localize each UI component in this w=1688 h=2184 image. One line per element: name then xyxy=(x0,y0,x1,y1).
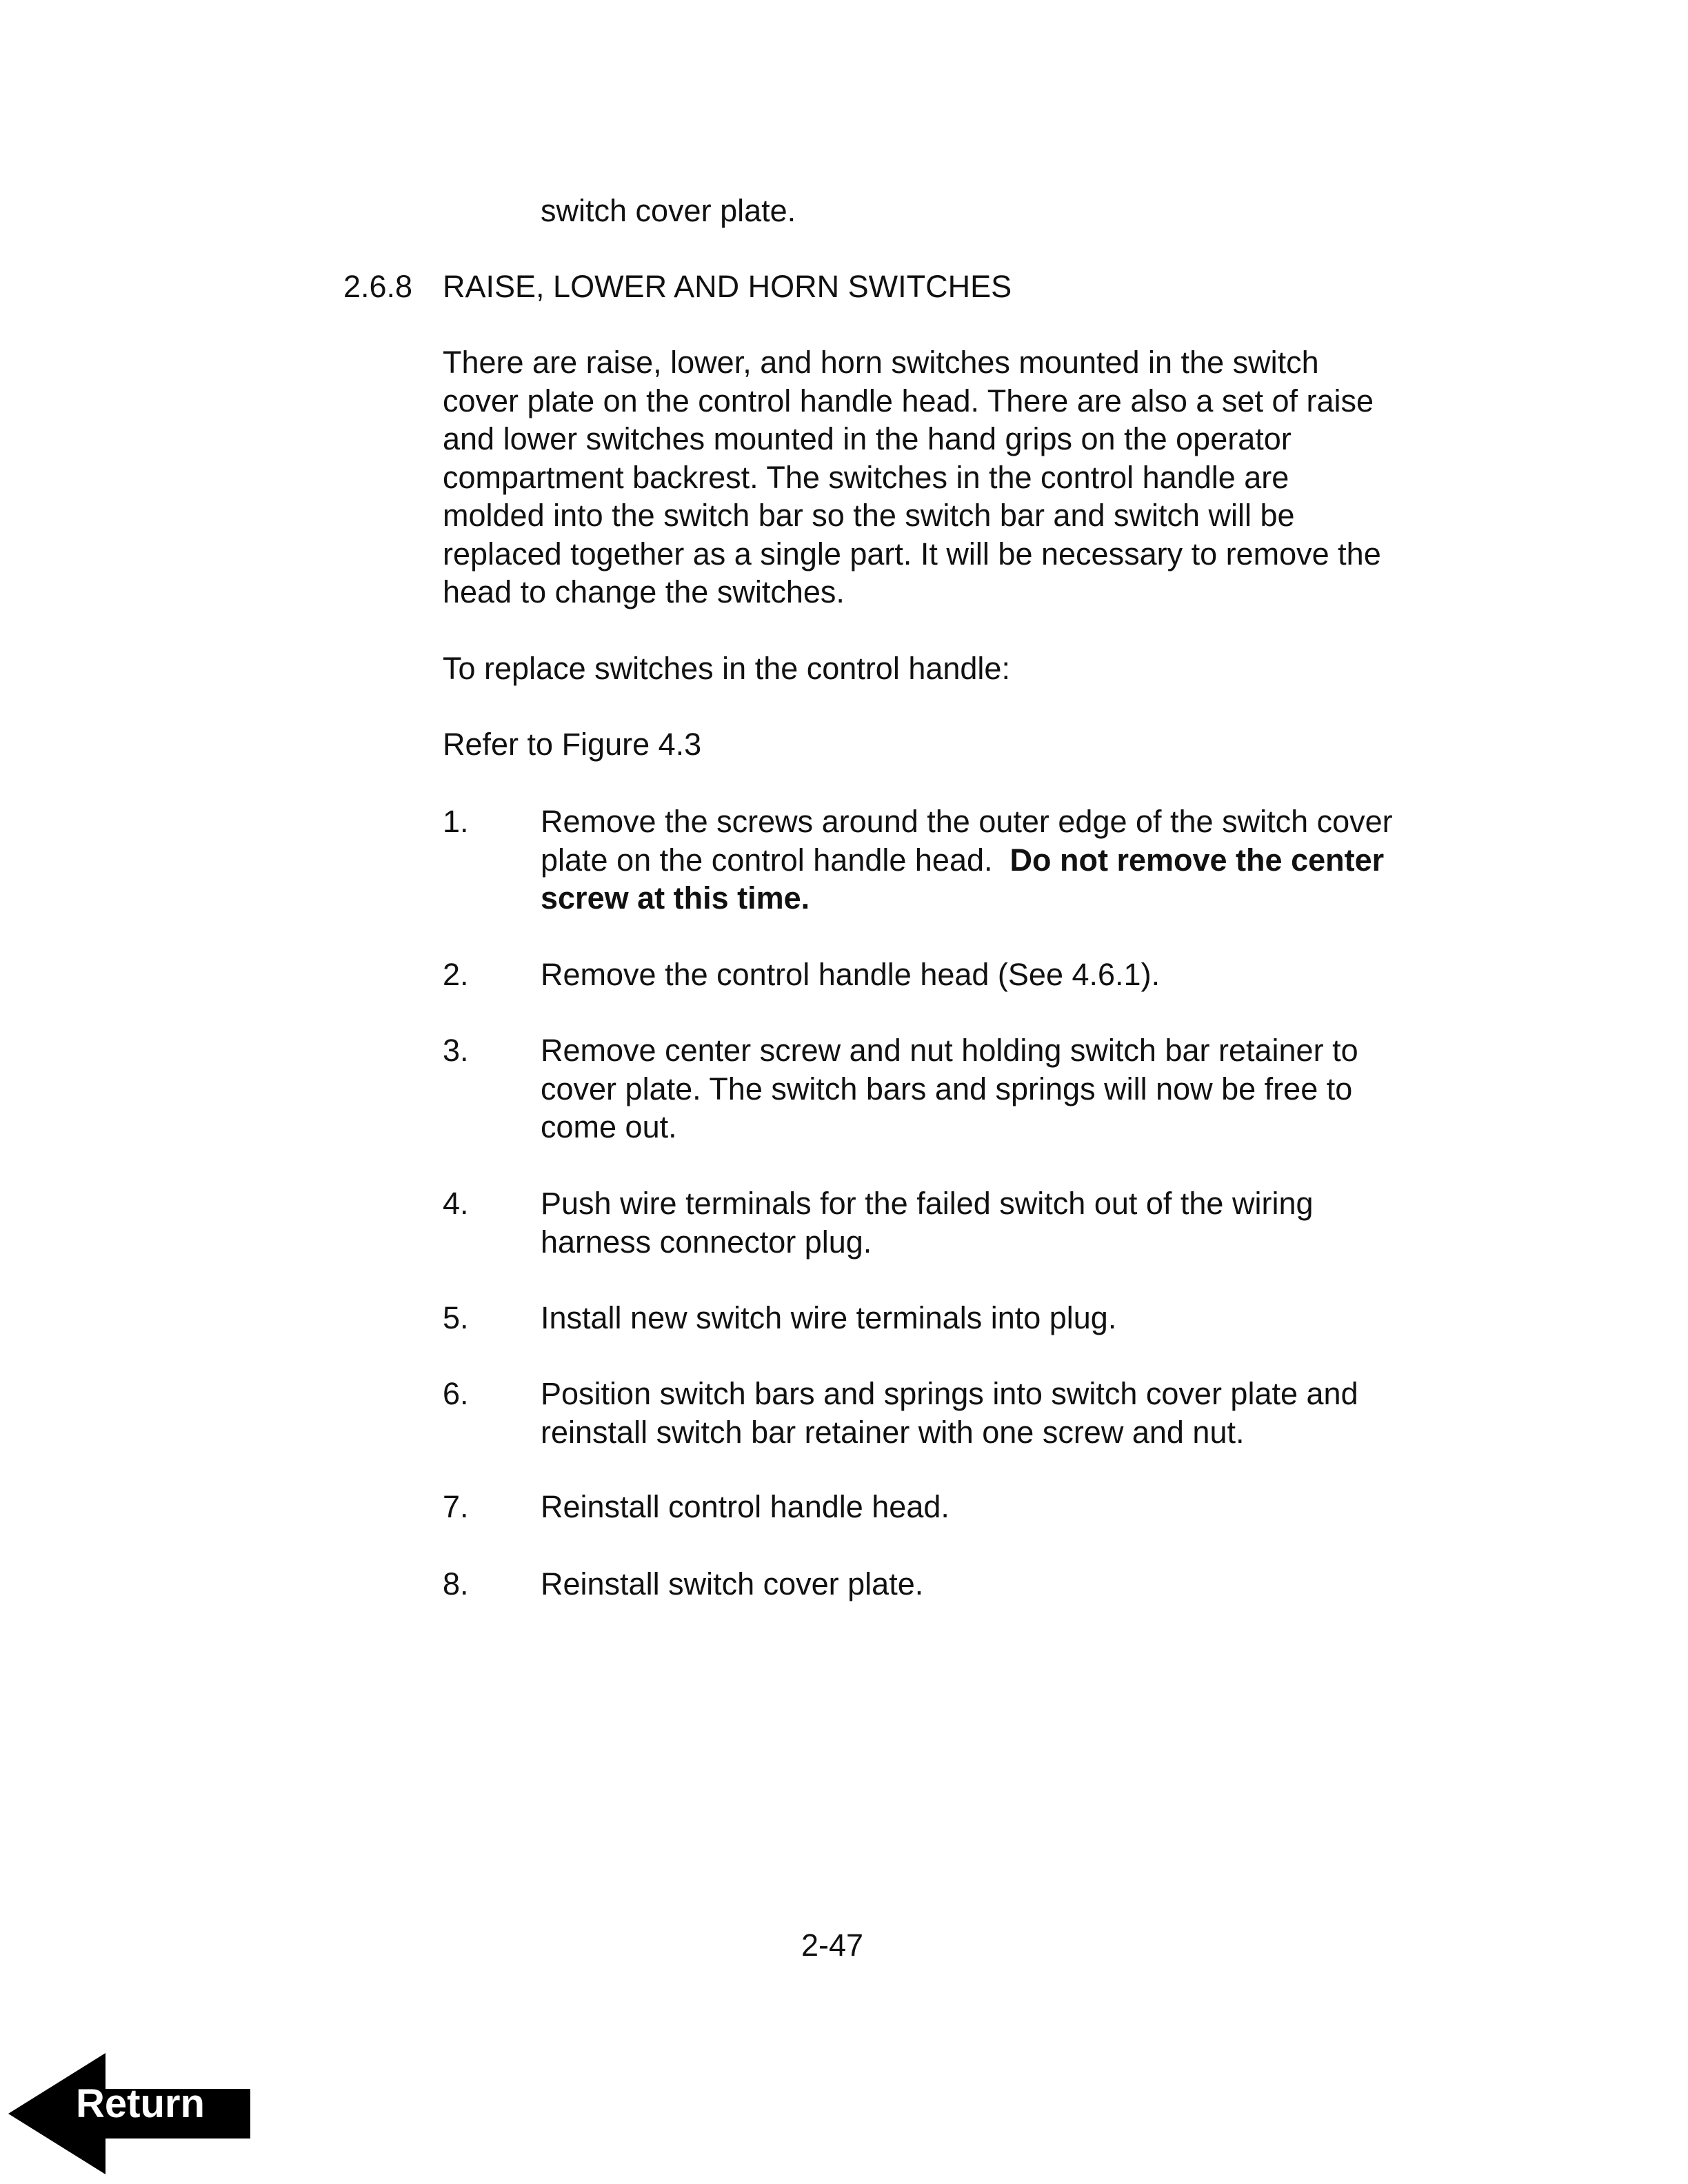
step-line: plate on the control handle head. xyxy=(541,842,1010,878)
step-line: Push wire terminals for the failed switch out of the wiring xyxy=(541,1186,1314,1221)
intro-line: replaced together as a single part. It will be necessary to remove the xyxy=(443,536,1381,572)
return-label: Return xyxy=(76,2081,205,2126)
intro-line: compartment backrest. The switches in the control handle are xyxy=(443,459,1289,495)
lead-in-text: To replace switches in the control handle: xyxy=(443,651,1010,686)
intro-paragraph xyxy=(443,343,1381,611)
page-number: 2-47 xyxy=(801,1928,864,1963)
step-line: Remove the control handle head (See 4.6.1). xyxy=(541,957,1160,992)
continuation-text: switch cover plate. xyxy=(541,193,796,228)
step-line: Reinstall switch cover plate. xyxy=(541,1566,924,1601)
section-number: 2.6.8 xyxy=(343,269,413,304)
section-title: RAISE, LOWER AND HORN SWITCHES xyxy=(443,269,1012,304)
intro-line: cover plate on the control handle head. There are also a set of raise xyxy=(443,383,1374,418)
step-line: reinstall switch bar retainer with one screw and nut. xyxy=(541,1414,1245,1450)
step-line: harness connector plug. xyxy=(541,1224,872,1260)
step-line: Remove the screws around the outer edge of the switch cover xyxy=(541,804,1393,839)
step-line: cover plate. The switch bars and springs will now be free to xyxy=(541,1071,1353,1106)
step-number: 5. xyxy=(443,1300,469,1335)
intro-line: molded into the switch bar so the switch bar and switch will be xyxy=(443,498,1295,533)
step-warning: Do not remove the center xyxy=(1009,842,1385,878)
step-number: 2. xyxy=(443,957,469,992)
intro-line: There are raise, lower, and horn switches mounted in the switch xyxy=(443,345,1319,380)
step-line: come out. xyxy=(541,1109,677,1144)
intro-line: and lower switches mounted in the hand grips on the operator xyxy=(443,421,1292,456)
step-line: Remove center screw and nut holding switch bar retainer to xyxy=(541,1033,1358,1068)
intro-line: head to change the switches. xyxy=(443,574,845,609)
step-number: 4. xyxy=(443,1186,469,1221)
return-button[interactable] xyxy=(0,2027,276,2184)
step-line: Reinstall control handle head. xyxy=(541,1489,950,1524)
step-line: Position switch bars and springs into switch cover plate and xyxy=(541,1376,1358,1411)
step-number: 8. xyxy=(443,1566,469,1601)
step-number: 3. xyxy=(443,1033,469,1068)
step-line: Install new switch wire terminals into plug. xyxy=(541,1300,1117,1335)
step-warning: screw at this time. xyxy=(541,880,810,916)
step-number: 7. xyxy=(443,1489,469,1524)
figure-reference: Refer to Figure 4.3 xyxy=(443,727,702,762)
step-number: 1. xyxy=(443,804,469,839)
step-number: 6. xyxy=(443,1376,469,1411)
